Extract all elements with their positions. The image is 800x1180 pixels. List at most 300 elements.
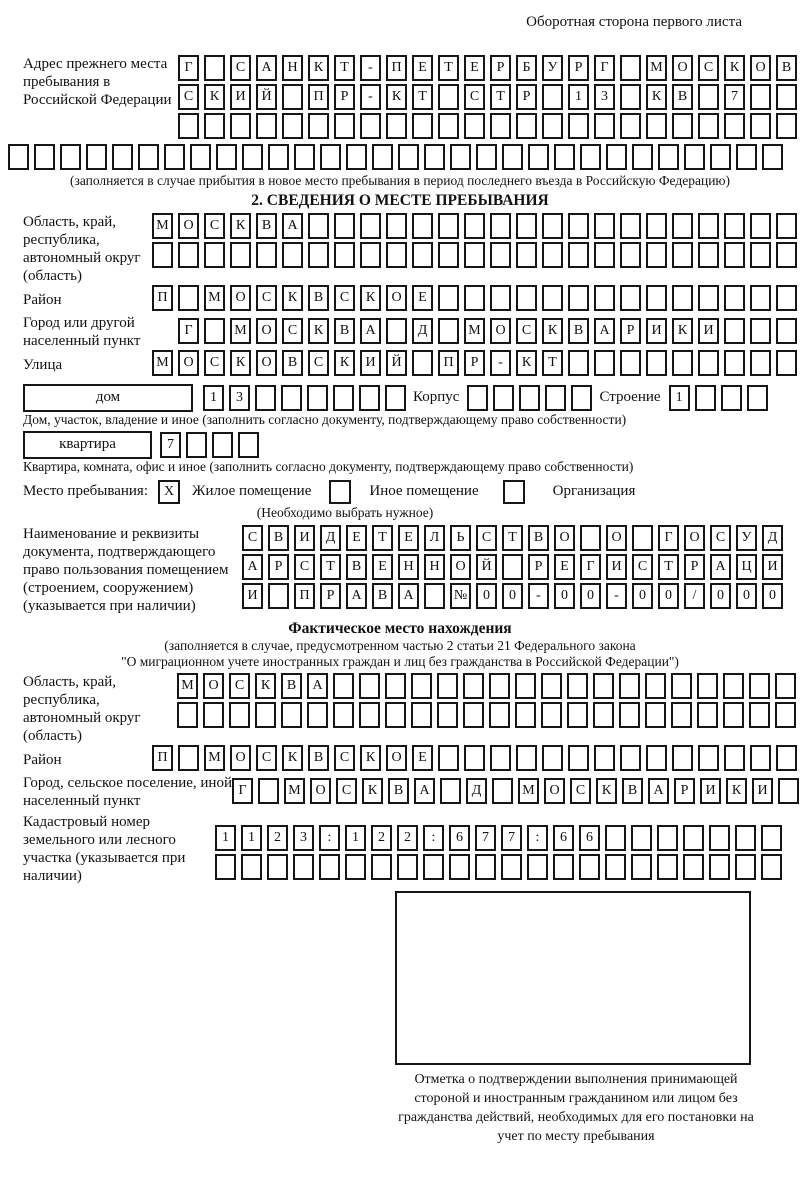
char-cell[interactable]: [736, 144, 757, 170]
char-cell[interactable]: [256, 113, 277, 139]
char-cell[interactable]: Т: [320, 554, 341, 580]
char-cell[interactable]: Р: [516, 84, 537, 110]
char-cell[interactable]: [437, 673, 458, 699]
char-cell[interactable]: [671, 702, 692, 728]
char-cell[interactable]: О: [450, 554, 471, 580]
char-cell[interactable]: [519, 385, 540, 411]
char-cell[interactable]: [34, 144, 55, 170]
char-cell[interactable]: Ц: [736, 554, 757, 580]
char-cell[interactable]: К: [360, 745, 381, 771]
char-cell[interactable]: [568, 242, 589, 268]
char-cell[interactable]: [450, 144, 471, 170]
char-cell[interactable]: И: [646, 318, 667, 344]
char-cell[interactable]: [424, 144, 445, 170]
char-cell[interactable]: [371, 854, 392, 880]
char-cell[interactable]: [542, 213, 563, 239]
kvartira-box[interactable]: квартира: [23, 431, 152, 459]
char-cell[interactable]: [282, 242, 303, 268]
char-cell[interactable]: [476, 144, 497, 170]
char-cell[interactable]: [568, 113, 589, 139]
char-cell[interactable]: [60, 144, 81, 170]
char-cell[interactable]: Н: [282, 55, 303, 81]
char-cell[interactable]: [293, 854, 314, 880]
char-cell[interactable]: С: [308, 350, 329, 376]
char-cell[interactable]: -: [528, 583, 549, 609]
char-cell[interactable]: [620, 55, 641, 81]
char-cell[interactable]: [308, 113, 329, 139]
char-cell[interactable]: С: [256, 285, 277, 311]
char-cell[interactable]: А: [307, 673, 328, 699]
char-cell[interactable]: [672, 745, 693, 771]
char-cell[interactable]: [542, 745, 563, 771]
char-cell[interactable]: [359, 385, 380, 411]
char-cell[interactable]: [775, 673, 796, 699]
char-cell[interactable]: 2: [371, 825, 392, 851]
char-cell[interactable]: [620, 350, 641, 376]
char-cell[interactable]: М: [284, 778, 305, 804]
char-cell[interactable]: Г: [658, 525, 679, 551]
char-cell[interactable]: И: [698, 318, 719, 344]
char-cell[interactable]: [606, 144, 627, 170]
char-cell[interactable]: [204, 318, 225, 344]
char-cell[interactable]: [672, 213, 693, 239]
char-cell[interactable]: К: [596, 778, 617, 804]
char-cell[interactable]: [464, 242, 485, 268]
char-cell[interactable]: С: [698, 55, 719, 81]
char-cell[interactable]: [672, 285, 693, 311]
char-cell[interactable]: [490, 213, 511, 239]
char-cell[interactable]: 0: [502, 583, 523, 609]
char-cell[interactable]: А: [282, 213, 303, 239]
char-cell[interactable]: [672, 242, 693, 268]
char-cell[interactable]: 2: [267, 825, 288, 851]
char-cell[interactable]: [178, 242, 199, 268]
char-cell[interactable]: [438, 242, 459, 268]
char-cell[interactable]: Р: [464, 350, 485, 376]
char-cell[interactable]: [320, 144, 341, 170]
stay-option-other-checkbox[interactable]: [329, 480, 351, 504]
char-cell[interactable]: -: [360, 84, 381, 110]
char-cell[interactable]: [605, 825, 626, 851]
char-cell[interactable]: К: [726, 778, 747, 804]
char-cell[interactable]: [750, 318, 771, 344]
char-cell[interactable]: С: [204, 350, 225, 376]
char-cell[interactable]: /: [684, 583, 705, 609]
char-cell[interactable]: [567, 702, 588, 728]
char-cell[interactable]: Е: [412, 55, 433, 81]
char-cell[interactable]: [360, 242, 381, 268]
char-cell[interactable]: [724, 285, 745, 311]
char-cell[interactable]: [516, 113, 537, 139]
char-cell[interactable]: [749, 702, 770, 728]
char-cell[interactable]: Н: [398, 554, 419, 580]
char-cell[interactable]: [307, 385, 328, 411]
char-cell[interactable]: [438, 285, 459, 311]
char-cell[interactable]: [372, 144, 393, 170]
char-cell[interactable]: [646, 113, 667, 139]
char-cell[interactable]: [216, 144, 237, 170]
char-cell[interactable]: [735, 825, 756, 851]
char-cell[interactable]: [267, 854, 288, 880]
char-cell[interactable]: С: [282, 318, 303, 344]
char-cell[interactable]: 1: [345, 825, 366, 851]
char-cell[interactable]: [620, 745, 641, 771]
char-cell[interactable]: [281, 702, 302, 728]
char-cell[interactable]: [723, 702, 744, 728]
char-cell[interactable]: 6: [449, 825, 470, 851]
char-cell[interactable]: [775, 702, 796, 728]
char-cell[interactable]: [541, 702, 562, 728]
char-cell[interactable]: [186, 432, 207, 458]
char-cell[interactable]: К: [204, 84, 225, 110]
char-cell[interactable]: П: [308, 84, 329, 110]
char-cell[interactable]: [437, 702, 458, 728]
char-cell[interactable]: [282, 84, 303, 110]
char-cell[interactable]: [412, 213, 433, 239]
char-cell[interactable]: [568, 745, 589, 771]
char-cell[interactable]: [215, 854, 236, 880]
char-cell[interactable]: Р: [528, 554, 549, 580]
char-cell[interactable]: [412, 350, 433, 376]
char-cell[interactable]: [385, 702, 406, 728]
stay-option-organization-checkbox[interactable]: [503, 480, 525, 504]
char-cell[interactable]: [464, 285, 485, 311]
char-cell[interactable]: М: [230, 318, 251, 344]
char-cell[interactable]: [319, 854, 340, 880]
char-cell[interactable]: [528, 144, 549, 170]
char-cell[interactable]: [515, 702, 536, 728]
char-cell[interactable]: О: [310, 778, 331, 804]
char-cell[interactable]: 1: [241, 825, 262, 851]
char-cell[interactable]: [360, 113, 381, 139]
char-cell[interactable]: :: [319, 825, 340, 851]
char-cell[interactable]: К: [308, 55, 329, 81]
char-cell[interactable]: И: [606, 554, 627, 580]
char-cell[interactable]: [386, 213, 407, 239]
char-cell[interactable]: У: [542, 55, 563, 81]
char-cell[interactable]: [308, 213, 329, 239]
char-cell[interactable]: Д: [412, 318, 433, 344]
char-cell[interactable]: [776, 318, 797, 344]
char-cell[interactable]: [542, 285, 563, 311]
char-cell[interactable]: К: [230, 350, 251, 376]
char-cell[interactable]: Г: [580, 554, 601, 580]
char-cell[interactable]: [542, 113, 563, 139]
char-cell[interactable]: [385, 385, 406, 411]
char-cell[interactable]: [412, 113, 433, 139]
char-cell[interactable]: Р: [490, 55, 511, 81]
char-cell[interactable]: [464, 213, 485, 239]
char-cell[interactable]: М: [646, 55, 667, 81]
char-cell[interactable]: [721, 385, 742, 411]
char-cell[interactable]: [359, 673, 380, 699]
char-cell[interactable]: [568, 350, 589, 376]
char-cell[interactable]: [724, 113, 745, 139]
char-cell[interactable]: О: [203, 673, 224, 699]
char-cell[interactable]: А: [648, 778, 669, 804]
char-cell[interactable]: В: [346, 554, 367, 580]
char-cell[interactable]: [580, 525, 601, 551]
char-cell[interactable]: [424, 583, 445, 609]
char-cell[interactable]: С: [334, 285, 355, 311]
char-cell[interactable]: Т: [372, 525, 393, 551]
char-cell[interactable]: С: [476, 525, 497, 551]
char-cell[interactable]: [178, 113, 199, 139]
char-cell[interactable]: [645, 702, 666, 728]
char-cell[interactable]: 6: [553, 825, 574, 851]
char-cell[interactable]: [724, 213, 745, 239]
char-cell[interactable]: [646, 285, 667, 311]
char-cell[interactable]: К: [308, 318, 329, 344]
char-cell[interactable]: [593, 673, 614, 699]
char-cell[interactable]: П: [152, 745, 173, 771]
char-cell[interactable]: С: [294, 554, 315, 580]
char-cell[interactable]: 1: [568, 84, 589, 110]
char-cell[interactable]: [490, 242, 511, 268]
char-cell[interactable]: [281, 385, 302, 411]
char-cell[interactable]: [698, 113, 719, 139]
char-cell[interactable]: [359, 702, 380, 728]
char-cell[interactable]: В: [372, 583, 393, 609]
char-cell[interactable]: 1: [215, 825, 236, 851]
char-cell[interactable]: [709, 825, 730, 851]
char-cell[interactable]: О: [230, 285, 251, 311]
char-cell[interactable]: [438, 84, 459, 110]
char-cell[interactable]: [164, 144, 185, 170]
char-cell[interactable]: Р: [620, 318, 641, 344]
char-cell[interactable]: [594, 242, 615, 268]
char-cell[interactable]: К: [362, 778, 383, 804]
char-cell[interactable]: [282, 113, 303, 139]
char-cell[interactable]: Д: [466, 778, 487, 804]
char-cell[interactable]: В: [308, 285, 329, 311]
char-cell[interactable]: [490, 113, 511, 139]
char-cell[interactable]: [438, 113, 459, 139]
char-cell[interactable]: [776, 350, 797, 376]
char-cell[interactable]: В: [622, 778, 643, 804]
char-cell[interactable]: [463, 702, 484, 728]
char-cell[interactable]: [177, 702, 198, 728]
char-cell[interactable]: [594, 113, 615, 139]
char-cell[interactable]: Р: [568, 55, 589, 81]
char-cell[interactable]: С: [242, 525, 263, 551]
char-cell[interactable]: 2: [397, 825, 418, 851]
char-cell[interactable]: [698, 213, 719, 239]
char-cell[interactable]: [268, 144, 289, 170]
char-cell[interactable]: М: [152, 350, 173, 376]
char-cell[interactable]: [762, 144, 783, 170]
char-cell[interactable]: 0: [632, 583, 653, 609]
char-cell[interactable]: 7: [475, 825, 496, 851]
char-cell[interactable]: [152, 242, 173, 268]
char-cell[interactable]: В: [282, 350, 303, 376]
char-cell[interactable]: [761, 854, 782, 880]
char-cell[interactable]: М: [152, 213, 173, 239]
char-cell[interactable]: О: [178, 213, 199, 239]
char-cell[interactable]: С: [570, 778, 591, 804]
char-cell[interactable]: -: [606, 583, 627, 609]
char-cell[interactable]: С: [229, 673, 250, 699]
char-cell[interactable]: [697, 702, 718, 728]
char-cell[interactable]: [645, 673, 666, 699]
char-cell[interactable]: К: [672, 318, 693, 344]
char-cell[interactable]: 7: [160, 432, 181, 458]
char-cell[interactable]: [516, 213, 537, 239]
char-cell[interactable]: 3: [229, 385, 250, 411]
char-cell[interactable]: [632, 144, 653, 170]
char-cell[interactable]: [203, 702, 224, 728]
char-cell[interactable]: М: [518, 778, 539, 804]
char-cell[interactable]: С: [464, 84, 485, 110]
char-cell[interactable]: Е: [412, 745, 433, 771]
char-cell[interactable]: [698, 84, 719, 110]
char-cell[interactable]: А: [710, 554, 731, 580]
char-cell[interactable]: С: [230, 55, 251, 81]
char-cell[interactable]: К: [282, 285, 303, 311]
char-cell[interactable]: [475, 854, 496, 880]
char-cell[interactable]: [776, 285, 797, 311]
char-cell[interactable]: [492, 778, 513, 804]
char-cell[interactable]: [724, 745, 745, 771]
char-cell[interactable]: [464, 113, 485, 139]
char-cell[interactable]: Т: [658, 554, 679, 580]
char-cell[interactable]: [620, 285, 641, 311]
char-cell[interactable]: [749, 673, 770, 699]
char-cell[interactable]: [554, 144, 575, 170]
char-cell[interactable]: [463, 673, 484, 699]
char-cell[interactable]: 7: [724, 84, 745, 110]
char-cell[interactable]: Д: [762, 525, 783, 551]
char-cell[interactable]: [502, 554, 523, 580]
char-cell[interactable]: А: [256, 55, 277, 81]
char-cell[interactable]: [620, 213, 641, 239]
char-cell[interactable]: [333, 385, 354, 411]
char-cell[interactable]: [631, 825, 652, 851]
char-cell[interactable]: М: [177, 673, 198, 699]
char-cell[interactable]: [190, 144, 211, 170]
char-cell[interactable]: С: [516, 318, 537, 344]
char-cell[interactable]: [502, 144, 523, 170]
char-cell[interactable]: К: [230, 213, 251, 239]
char-cell[interactable]: О: [490, 318, 511, 344]
char-cell[interactable]: В: [776, 55, 797, 81]
char-cell[interactable]: К: [282, 745, 303, 771]
char-cell[interactable]: [255, 385, 276, 411]
char-cell[interactable]: Т: [490, 84, 511, 110]
char-cell[interactable]: [386, 113, 407, 139]
char-cell[interactable]: [256, 242, 277, 268]
char-cell[interactable]: 3: [293, 825, 314, 851]
char-cell[interactable]: А: [360, 318, 381, 344]
char-cell[interactable]: Е: [412, 285, 433, 311]
char-cell[interactable]: [258, 778, 279, 804]
char-cell[interactable]: Г: [178, 318, 199, 344]
char-cell[interactable]: [631, 854, 652, 880]
char-cell[interactable]: О: [606, 525, 627, 551]
char-cell[interactable]: У: [736, 525, 757, 551]
char-cell[interactable]: [516, 745, 537, 771]
char-cell[interactable]: [333, 702, 354, 728]
char-cell[interactable]: [385, 673, 406, 699]
char-cell[interactable]: П: [152, 285, 173, 311]
char-cell[interactable]: [683, 825, 704, 851]
char-cell[interactable]: -: [490, 350, 511, 376]
char-cell[interactable]: [515, 673, 536, 699]
char-cell[interactable]: [750, 242, 771, 268]
char-cell[interactable]: [398, 144, 419, 170]
char-cell[interactable]: -: [360, 55, 381, 81]
char-cell[interactable]: [593, 702, 614, 728]
char-cell[interactable]: Р: [268, 554, 289, 580]
char-cell[interactable]: [684, 144, 705, 170]
char-cell[interactable]: [230, 242, 251, 268]
char-cell[interactable]: В: [256, 213, 277, 239]
char-cell[interactable]: [467, 385, 488, 411]
char-cell[interactable]: С: [334, 745, 355, 771]
char-cell[interactable]: А: [594, 318, 615, 344]
char-cell[interactable]: Г: [232, 778, 253, 804]
char-cell[interactable]: [489, 673, 510, 699]
char-cell[interactable]: В: [281, 673, 302, 699]
char-cell[interactable]: О: [256, 350, 277, 376]
char-cell[interactable]: [438, 318, 459, 344]
char-cell[interactable]: 0: [762, 583, 783, 609]
char-cell[interactable]: В: [568, 318, 589, 344]
char-cell[interactable]: 0: [710, 583, 731, 609]
char-cell[interactable]: [333, 673, 354, 699]
char-cell[interactable]: О: [684, 525, 705, 551]
char-cell[interactable]: Р: [320, 583, 341, 609]
char-cell[interactable]: К: [360, 285, 381, 311]
char-cell[interactable]: [646, 745, 667, 771]
char-cell[interactable]: Е: [464, 55, 485, 81]
char-cell[interactable]: [8, 144, 29, 170]
char-cell[interactable]: О: [256, 318, 277, 344]
char-cell[interactable]: [541, 673, 562, 699]
char-cell[interactable]: 6: [579, 825, 600, 851]
char-cell[interactable]: [212, 432, 233, 458]
char-cell[interactable]: [619, 673, 640, 699]
char-cell[interactable]: Т: [502, 525, 523, 551]
dom-box[interactable]: дом: [23, 384, 193, 412]
char-cell[interactable]: [594, 745, 615, 771]
char-cell[interactable]: И: [762, 554, 783, 580]
char-cell[interactable]: [423, 854, 444, 880]
char-cell[interactable]: [438, 213, 459, 239]
char-cell[interactable]: С: [632, 554, 653, 580]
char-cell[interactable]: [334, 213, 355, 239]
char-cell[interactable]: [724, 350, 745, 376]
char-cell[interactable]: О: [544, 778, 565, 804]
char-cell[interactable]: [345, 854, 366, 880]
char-cell[interactable]: С: [178, 84, 199, 110]
char-cell[interactable]: [750, 350, 771, 376]
char-cell[interactable]: Й: [476, 554, 497, 580]
char-cell[interactable]: [527, 854, 548, 880]
char-cell[interactable]: :: [423, 825, 444, 851]
char-cell[interactable]: [671, 673, 692, 699]
char-cell[interactable]: К: [255, 673, 276, 699]
char-cell[interactable]: П: [386, 55, 407, 81]
char-cell[interactable]: [695, 385, 716, 411]
char-cell[interactable]: К: [542, 318, 563, 344]
char-cell[interactable]: П: [294, 583, 315, 609]
char-cell[interactable]: [204, 113, 225, 139]
stay-option-residential-checkbox[interactable]: X: [158, 480, 180, 504]
char-cell[interactable]: [411, 702, 432, 728]
char-cell[interactable]: М: [464, 318, 485, 344]
char-cell[interactable]: [776, 745, 797, 771]
